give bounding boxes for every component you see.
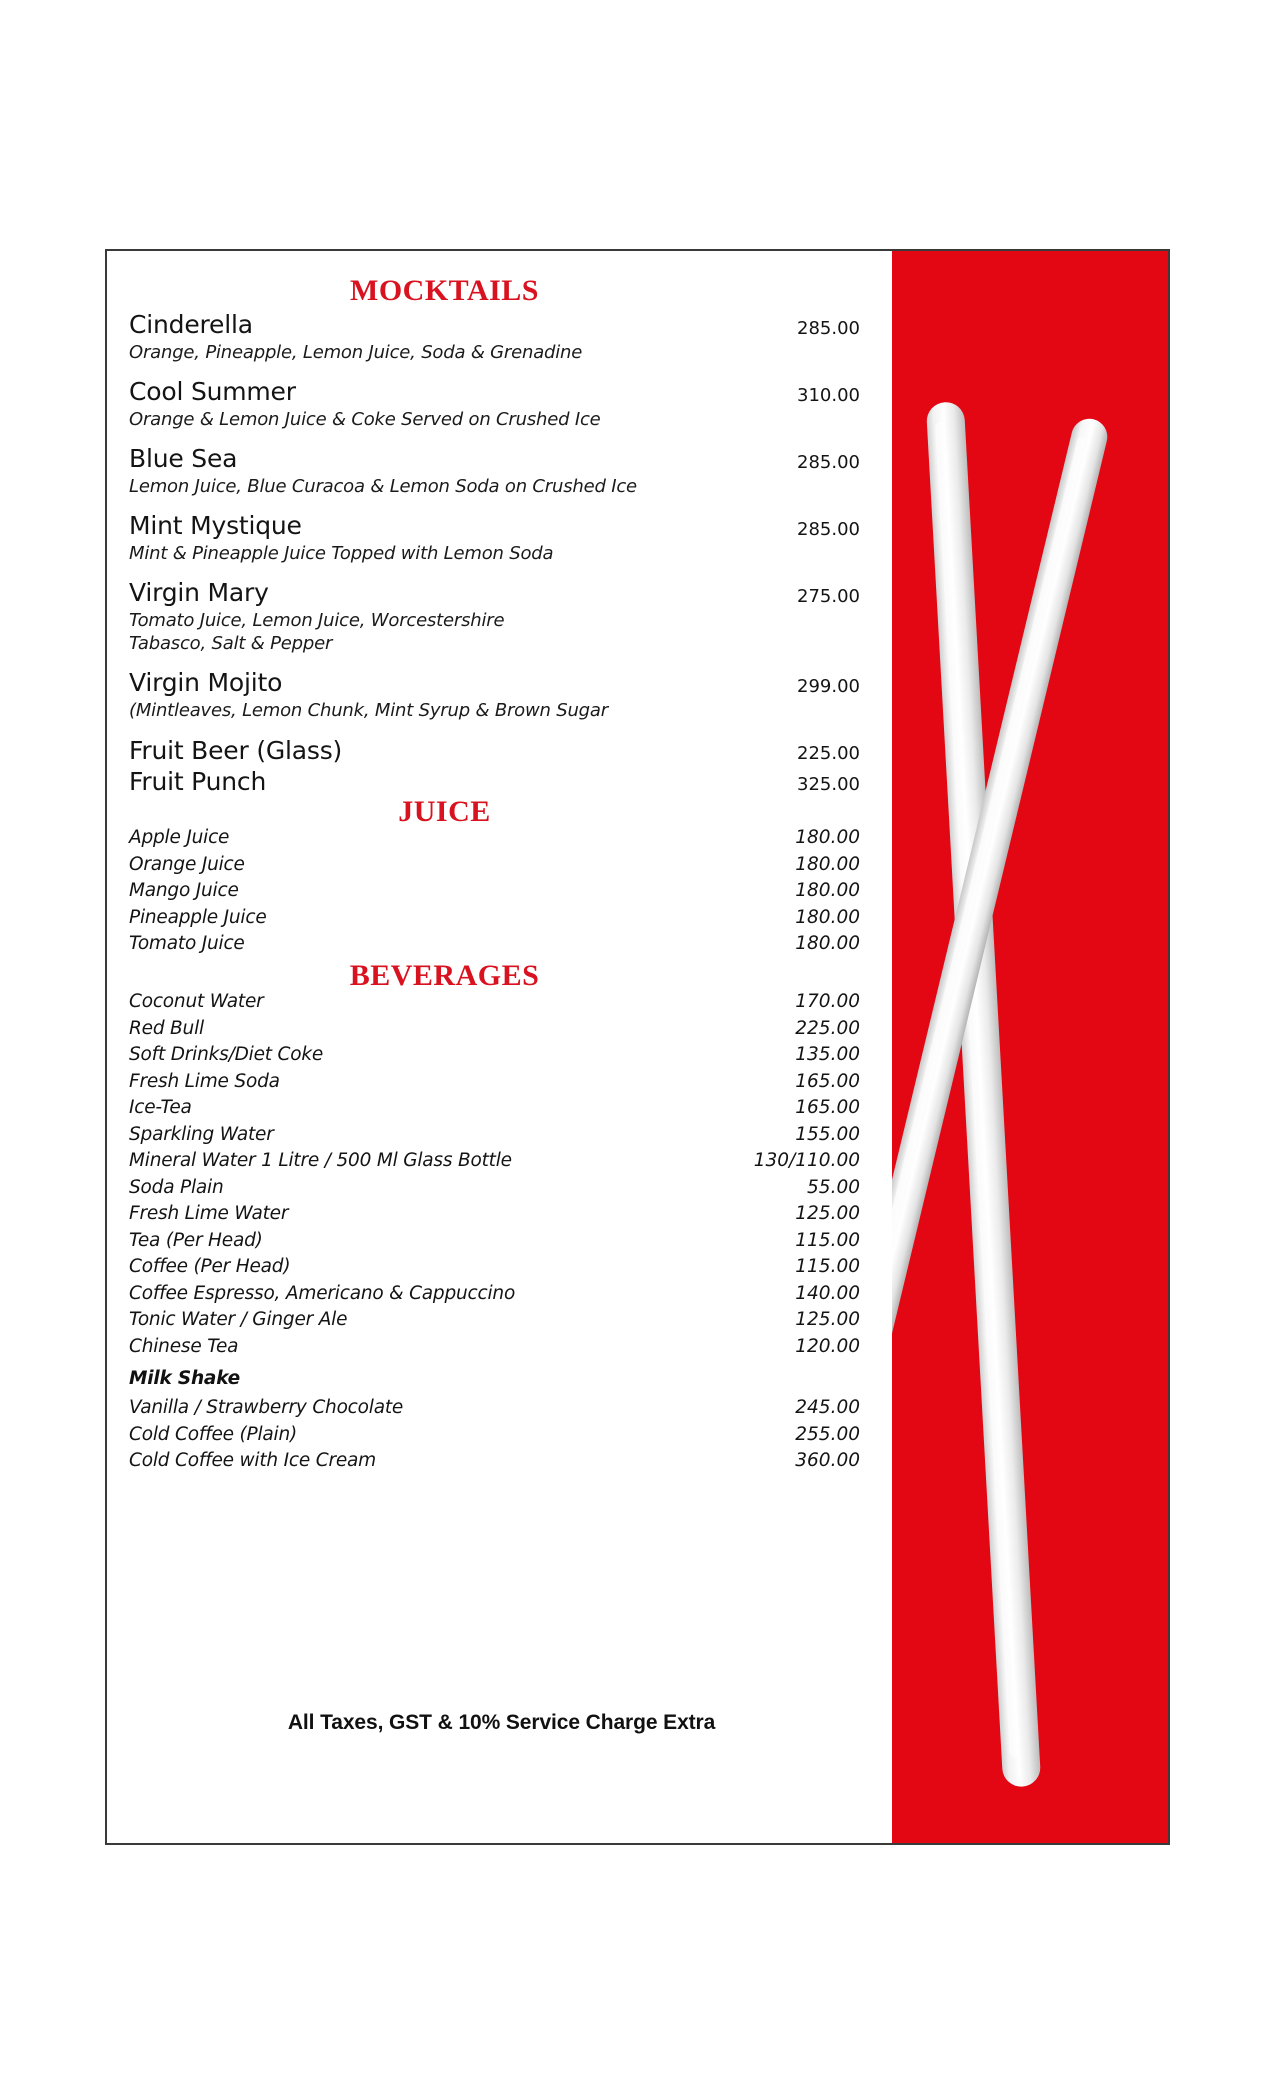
menu-item: [129, 1229, 860, 1251]
menu-item-name: Cool Summer: [129, 376, 296, 406]
menu-item: [129, 1399, 860, 1418]
menu-item-description: Tomato Juice, Lemon Juice, Worcestershire Tabasco, Salt & Pepper: [129, 609, 505, 654]
menu-item-name: Fruit Punch: [129, 766, 267, 796]
chopsticks-icon: [892, 251, 1168, 1843]
menu-item-name: Mint Mystique: [129, 510, 302, 540]
menu-item-name: Mineral Water 1 Litre / 500 Ml Glass Bottle: [129, 1150, 512, 1172]
menu-item: [129, 993, 860, 1012]
menu-item: [129, 1452, 860, 1471]
menu-item: [129, 935, 860, 954]
menu-item-price: 360.00: [795, 1450, 860, 1472]
menu-item-name: Soft Drinks/Diet Coke: [129, 1044, 324, 1066]
menu-item: [129, 1046, 860, 1065]
menu-item-name: Orange Juice: [129, 853, 245, 875]
menu-item: [129, 1423, 860, 1445]
menu-item: [129, 906, 860, 928]
menu-content: [107, 251, 896, 1843]
menu-item: [129, 1335, 860, 1357]
menu-item: [129, 1070, 860, 1092]
menu-item-price: 225.00: [795, 1017, 860, 1039]
menu-item-price: 325.00: [797, 773, 860, 795]
menu-item-name: Tea (Per Head): [129, 1229, 263, 1251]
menu-item-description: Mint & Pineapple Juice Topped with Lemon Soda: [129, 542, 554, 564]
menu-item-price: 299.00: [797, 675, 860, 697]
menu-item-name: Virgin Mary: [129, 577, 269, 607]
section-heading-juice: JUICE: [398, 794, 491, 828]
menu-item: [129, 669, 860, 722]
section-heading-beverages: BEVERAGES: [349, 958, 540, 992]
menu-item-price: 125.00: [795, 1203, 860, 1225]
menu-item: [129, 1258, 860, 1277]
menu-item-name: Fruit Beer (Glass): [129, 735, 343, 765]
menu-item-name: Vanilla / Strawberry Chocolate: [129, 1397, 404, 1419]
menu-item-name: Apple Juice: [129, 827, 230, 849]
menu-item-price: 285.00: [797, 518, 860, 540]
menu-item-name: Chinese Tea: [129, 1335, 239, 1357]
menu-item-name: Coffee (Per Head): [129, 1256, 291, 1278]
menu-item-description: (Mintleaves, Lemon Chunk, Mint Syrup & Brown Sugar: [129, 699, 608, 721]
menu-item-name: Cold Coffee (Plain): [129, 1423, 298, 1445]
menu-item-price: 170.00: [795, 991, 860, 1013]
menu-item-price: 180.00: [795, 853, 860, 875]
menu-item: [129, 311, 860, 364]
menu-page: [105, 249, 1170, 1845]
menu-item-price: 120.00: [795, 1335, 860, 1357]
menu-item-price: 115.00: [795, 1229, 860, 1251]
menu-item: [129, 579, 860, 655]
mocktails-list: [129, 311, 860, 796]
menu-item-name: Fresh Lime Soda: [129, 1070, 280, 1092]
menu-item-price: 125.00: [795, 1309, 860, 1331]
red-accent-panel: [892, 251, 1168, 1843]
beverages-list: [129, 993, 860, 1471]
menu-item-name: Cinderella: [129, 309, 253, 339]
menu-item-name: Sparkling Water: [129, 1123, 274, 1145]
menu-item-price: 140.00: [795, 1282, 860, 1304]
menu-item-name: Pineapple Juice: [129, 906, 267, 928]
menu-item: [129, 736, 860, 765]
menu-item-price: 115.00: [795, 1256, 860, 1278]
menu-item-price: 155.00: [795, 1123, 860, 1145]
menu-item-name: Ice-Tea: [129, 1097, 192, 1119]
section-heading-mocktails: MOCKTAILS: [350, 274, 539, 307]
menu-item-price: 180.00: [795, 906, 860, 928]
menu-item-price: 55.00: [807, 1176, 860, 1198]
menu-item-price: 180.00: [795, 933, 860, 955]
menu-item: [129, 512, 860, 565]
menu-item: [129, 1176, 860, 1198]
menu-item-description: Lemon Juice, Blue Curacoa & Lemon Soda on Crushed Ice: [129, 475, 637, 497]
menu-item-name: Tomato Juice: [129, 933, 245, 955]
menu-item: [129, 1311, 860, 1330]
menu-item-name: Fresh Lime Water: [129, 1203, 289, 1225]
menu-item: [129, 1282, 860, 1304]
menu-item-price: 245.00: [795, 1397, 860, 1419]
menu-item: [129, 1205, 860, 1224]
menu-item: [129, 1099, 860, 1118]
menu-item-name: Coconut Water: [129, 991, 264, 1013]
menu-item-price: 165.00: [795, 1097, 860, 1119]
menu-item-price: 130/110.00: [753, 1150, 860, 1172]
menu-item: [129, 378, 860, 431]
menu-item: [129, 829, 860, 848]
menu-item: [129, 882, 860, 901]
footer-disclaimer: All Taxes, GST & 10% Service Charge Extra: [287, 1711, 716, 1734]
menu-item-name: Coffee Espresso, Americano & Cappuccino: [129, 1282, 516, 1304]
menu-item-price: 255.00: [795, 1423, 860, 1445]
menu-item-description: Orange & Lemon Juice & Coke Served on Crushed Ice: [129, 408, 601, 430]
menu-item-name: Virgin Mojito: [129, 667, 283, 697]
menu-item-name: Mango Juice: [129, 880, 239, 902]
menu-item: [129, 1017, 860, 1039]
menu-item-name: Blue Sea: [129, 443, 238, 473]
menu-item-price: 135.00: [795, 1044, 860, 1066]
menu-item-price: 225.00: [797, 742, 860, 764]
menu-item-description: Orange, Pineapple, Lemon Juice, Soda & Grenadine: [129, 341, 583, 363]
menu-item-price: 165.00: [795, 1070, 860, 1092]
menu-item-price: 180.00: [795, 827, 860, 849]
menu-item: [129, 1152, 860, 1171]
menu-item-name: Tonic Water / Ginger Ale: [129, 1309, 348, 1331]
menu-item-price: 285.00: [797, 317, 860, 339]
menu-item-price: 310.00: [797, 384, 860, 406]
juice-list: [129, 829, 860, 954]
menu-item-name: Soda Plain: [129, 1176, 224, 1198]
subsection-heading-milk-shake: Milk Shake: [129, 1368, 241, 1390]
menu-item-name: Cold Coffee with Ice Cream: [129, 1450, 376, 1472]
menu-item-price: 180.00: [795, 880, 860, 902]
menu-item: [129, 445, 860, 498]
menu-item: [129, 1123, 860, 1145]
menu-item-name: Red Bull: [129, 1017, 204, 1039]
menu-item: [129, 853, 860, 875]
menu-item-price: 285.00: [797, 451, 860, 473]
menu-item-price: 275.00: [797, 585, 860, 607]
menu-item: [129, 767, 860, 796]
